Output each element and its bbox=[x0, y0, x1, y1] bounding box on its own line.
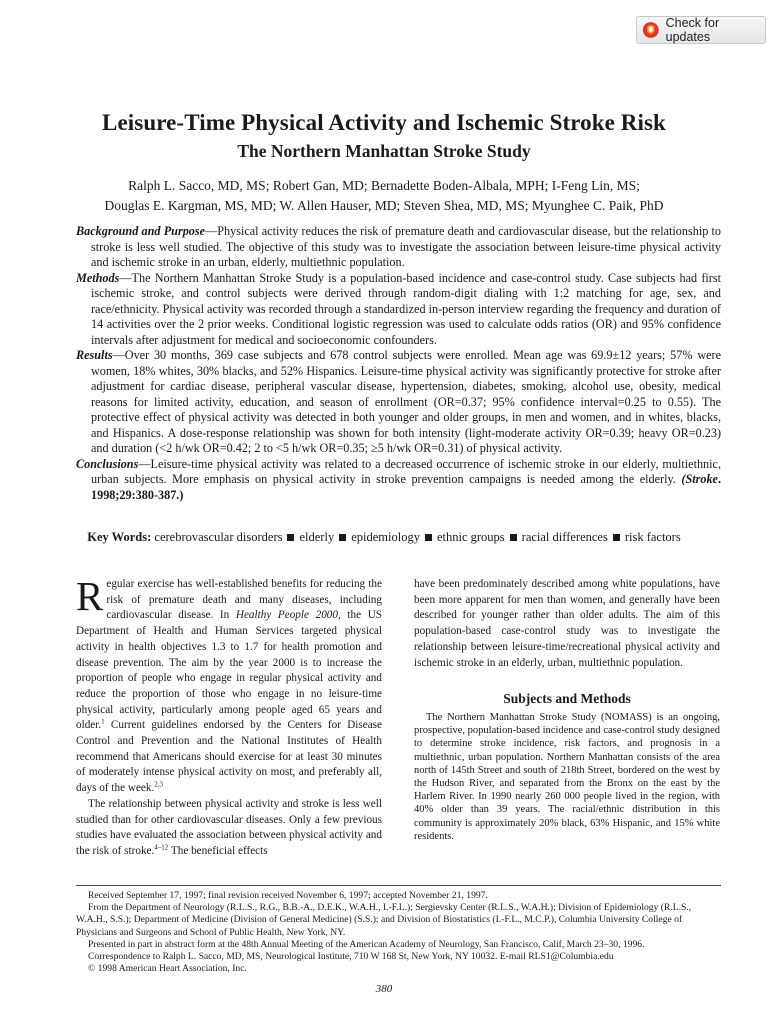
abstract bbox=[76, 224, 721, 503]
square-bullet-icon bbox=[613, 534, 620, 541]
check-for-updates-button[interactable] bbox=[636, 16, 766, 44]
body-column-right bbox=[414, 577, 720, 843]
author-list bbox=[0, 176, 768, 215]
body-text: egular exercise has well-established benefits for reducing the risk of premature death and many diseases, including cardiovascular disease. In bbox=[106, 578, 382, 622]
footnote-affiliations: From the Department of Neurology (R.L.S., R.G., B.B.-A., D.E.K., W.A.H., I.-F.L.); Sergievsky Center (R.L.S., W.A.H.); Division of Epidemiology (R.L.S., W.A.H., S.S.); Department of Medicine (Division of General Medicine) (S.S.); and Division of Biostatistics (I.-F.L., M.C.P.), Columbia University College of Physicians and Surgeons and School of Public Health, New York, NY. bbox=[76, 902, 692, 938]
author-line-2: Douglas E. Kargman, MS, MD; W. Allen Hauser, MD; Steven Shea, MD, MS; Myunghee C. Paik, PhD bbox=[104, 197, 664, 213]
keyword: cerebrovascular disorders bbox=[154, 530, 283, 544]
footnotes bbox=[76, 890, 721, 975]
abstract-results-label: Results bbox=[76, 348, 113, 362]
check-for-updates-label: Check for updates bbox=[665, 16, 720, 44]
abstract-methods bbox=[76, 271, 721, 349]
abstract-methods-text: —The Northern Manhattan Stroke Study is a population-based incidence and case-control study. Case subjects had first ischemic stroke, and control subjects were derived through random-digit dialing with 1:2 matching for age, sex, and race/ethnicity. Physical activity was recorded through a standardized in-person interview regarding the frequency and duration of 14 activities over the 2 prior weeks. Conditional logistic regression was used to calculate odds ratios (OR) and 95% confidence intervals after adjustment for medical and socioeconomic confounders. bbox=[91, 270, 721, 347]
abstract-background bbox=[76, 224, 721, 271]
reference-superscript: 2,3 bbox=[154, 780, 164, 789]
keywords-label: Key Words: bbox=[87, 530, 152, 544]
body-paragraph bbox=[76, 573, 382, 797]
square-bullet-icon bbox=[287, 534, 294, 541]
keyword: epidemiology bbox=[351, 530, 420, 544]
body-paragraph: The Northern Manhattan Stroke Study (NOMASS) is an ongoing, prospective, population-based incidence and case-control study designed to determine stroke incidence, risk factors, and prognosis in a multiethnic, urban population. Northern Manhattan consists of the area north of 145th Street and south of 218th Street, bordered on the west by the Hudson River, and separated from the Bronx on the east by the Harlem River. In 1990 nearly 260 000 people lived in the region, with 40% older than 39 years. The racial/ethnic distribution in this community is approximately 20% black, 63% Hispanic, and 15% white residents. bbox=[414, 711, 720, 842]
citation-details: . 1998;29:380-387.) bbox=[91, 472, 721, 502]
body-text: The beneficial effects bbox=[168, 844, 268, 857]
check-for-updates-icon bbox=[642, 21, 660, 39]
abstract-background-label: Background and Purpose bbox=[76, 224, 206, 238]
body-paragraph: have been predominately described among white populations, have been more apparent for men than women, and generally have been described for younger rather than older adults. The aim of this population-based case-control study was to investigate the relationship between leisure-time/recreational physical activity and ischemic stroke in an elderly, urban, multiethnic population. bbox=[414, 578, 720, 669]
body-text: , the US Department of Health and Human Services targeted physical activity in health objectives 1.3 to 1.7 for health promotion and disease prevention. The aim by the year 2000 is to increase the proportion of people who engage in regular physical activity and reduce the proportion of those who engage in no leisure-time physical activity, particularly among people aged 65 years and older. bbox=[76, 609, 382, 732]
square-bullet-icon bbox=[339, 534, 346, 541]
drop-cap: R bbox=[76, 573, 104, 619]
keyword: risk factors bbox=[624, 530, 681, 544]
article-subtitle: The Northern Manhattan Stroke Study bbox=[237, 141, 531, 161]
keywords bbox=[0, 530, 768, 545]
body-text: Current guidelines endorsed by the Centers for Disease Control and Prevention and the National Institutes of Health recommend that Americans should exercise for at least 30 minutes of moderately intense physical activity on most, and preferably all, days of the week. bbox=[76, 719, 382, 795]
body-text: The relationship between physical activity and stroke is less well studied than for other cardiovascular diseases. Only a few previous studies have evaluated the association between physical activity and the risk of stroke. bbox=[76, 797, 382, 857]
page-number: 380 bbox=[375, 983, 393, 995]
abstract-results-text: —Over 30 months, 369 case subjects and 678 control subjects were enrolled. Mean age was 69.9±12 years; 57% were women, 18% whites, 30% blacks, and 52% Hispanics. Leisure-time physical activity was significantly protective for stroke after adjustment for cardiac disease, peripheral vascular disease, hypertension, diabetes, smoking, alcohol use, obesity, medical reasons for limited activity, education, and season of enrollment (OR=0.37; 95% confidence interval=0.25 to 0.55). The protective effect of physical activity was detected in both younger and older groups, in men and women, and in whites, blacks, and Hispanics. A dose-response relationship was shown for both intensity (light-moderate activity OR=0.39; heavy OR=0.23) and duration (<2 h/wk OR=0.42; 2 to <5 h/wk OR=0.35; ≥5 h/wk OR=0.31) of physical activity. bbox=[91, 348, 721, 455]
square-bullet-icon bbox=[510, 534, 517, 541]
body-column-left bbox=[76, 573, 382, 860]
abstract-background-text: —Physical activity reduces the risk of premature death and cardiovascular disease, but the relationship to stroke is less well studied. The objective of this study was to investigate the association between leisure-time physical activity and ischemic stroke in an urban, elderly, multiethnic population. bbox=[91, 224, 722, 269]
abstract-results bbox=[76, 348, 721, 457]
footnote-correspondence: Correspondence to Ralph L. Sacco, MD, MS, Neurological Institute, 710 W 168 St, New York, NY 10032. E-mail RLS1@Columbia.edu bbox=[88, 951, 614, 963]
article-title: Leisure-Time Physical Activity and Ischemic Stroke Risk bbox=[102, 110, 666, 135]
footnote-divider bbox=[76, 885, 721, 886]
abstract-conclusions-label: Conclusions bbox=[76, 456, 139, 471]
citation-journal: (Stroke bbox=[681, 472, 718, 486]
keyword: ethnic groups bbox=[436, 530, 505, 544]
reference-superscript: 4–12 bbox=[154, 843, 169, 852]
footnote-received: Received September 17, 1997; final revision received November 6, 1997; accepted November 21, 1997. bbox=[88, 890, 488, 901]
square-bullet-icon bbox=[425, 534, 432, 541]
abstract-conclusions-text: —Leisure-time physical activity was related to a decreased occurrence of ischemic stroke in our elderly, multiethnic, urban subjects. More emphasis on physical activity in stroke prevention campaigns is needed among the elderly. bbox=[91, 456, 721, 486]
reference-superscript: 1 bbox=[101, 717, 105, 726]
keyword: racial differences bbox=[521, 530, 608, 544]
section-heading: Subjects and Methods bbox=[503, 691, 631, 707]
footnote-copyright: © 1998 American Heart Association, Inc. bbox=[88, 963, 247, 975]
body-paragraph bbox=[76, 797, 382, 860]
keyword: elderly bbox=[299, 530, 335, 544]
author-line-1: Ralph L. Sacco, MD, MS; Robert Gan, MD; Bernadette Boden-Albala, MPH; I-Feng Lin, MS; bbox=[128, 178, 640, 193]
footnote-presented: Presented in part in abstract form at the 48th Annual Meeting of the American Academy of Neurology, San Francisco, Calif, March 23–30, 1996. bbox=[88, 938, 645, 950]
abstract-methods-label: Methods bbox=[76, 270, 120, 285]
abstract-conclusions bbox=[76, 457, 721, 504]
body-text-italic: Healthy People 2000 bbox=[235, 609, 338, 622]
